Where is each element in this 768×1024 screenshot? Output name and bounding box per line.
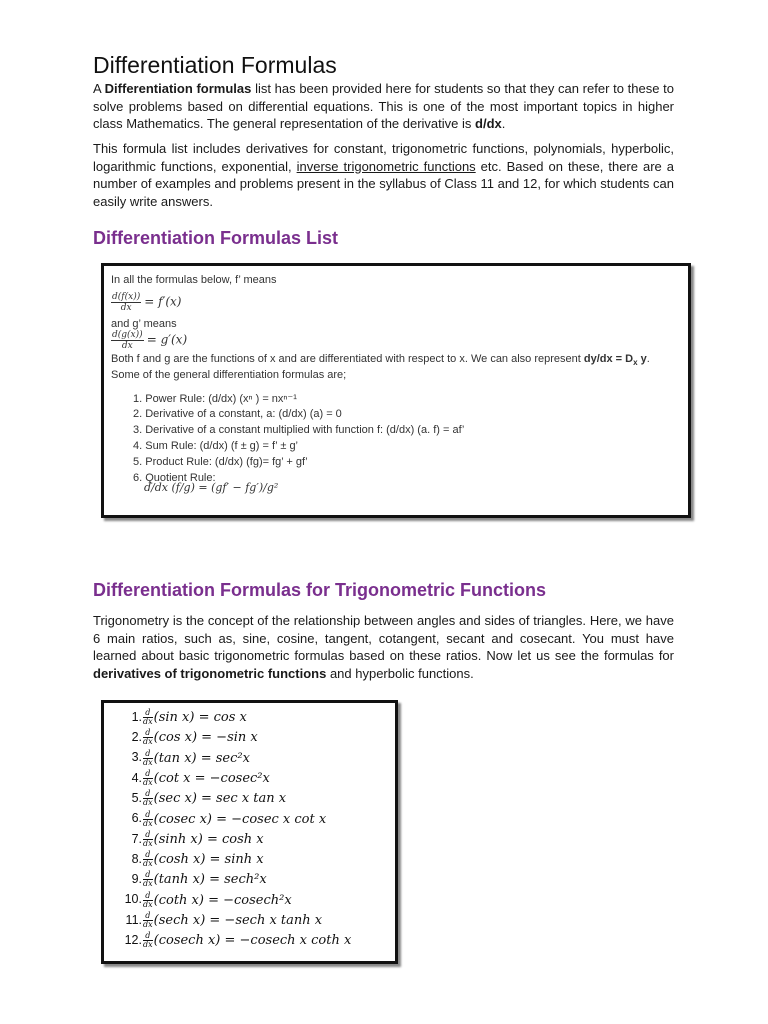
d-numerator: d (143, 912, 153, 921)
formula-expression: (cosech x) = −cosech x coth x (153, 933, 352, 949)
formula-number: 8. (131, 851, 142, 866)
text-run: Both f and g are the functions of x and are differentiated with respect to x. We can also represent (111, 353, 584, 365)
formula-number: 2. (131, 730, 142, 745)
formula-number: 10. (124, 892, 142, 907)
box-intro: In all the formulas below, f’ means (111, 274, 277, 286)
d-denominator: dx (143, 737, 153, 747)
d-numerator: d (143, 871, 153, 880)
text-run: Trigonometry is the concept of the relationship between angles and sides of triangles. Here, we have 6 main ratios, such as, sine, cosine, tangent, cotangent, secant and cosecant. You must have learned about basic trigonometric formulas based on these ratios. Now let us see the formulas for (93, 613, 674, 663)
formula-number: 12. (124, 933, 142, 948)
rule-item: 6. Quotient Rule: (133, 472, 216, 484)
subscript: x (633, 358, 638, 368)
f-prime-definition (111, 292, 181, 313)
trig-formula-row (118, 750, 388, 770)
trig-formulas-image (101, 700, 398, 964)
d-denominator: dx (143, 940, 153, 950)
f-rhs: = f′(x) (144, 294, 182, 309)
formula-expression: (cosec x) = −cosec x cot x (153, 811, 327, 827)
d-numerator: d (143, 709, 153, 718)
d-numerator: d (143, 729, 153, 738)
inverse-trig-link[interactable]: inverse trigonometric functions (296, 158, 476, 174)
d-denominator: dx (143, 899, 153, 909)
f-denominator: dx (120, 303, 132, 313)
d-dx-fraction (143, 729, 153, 746)
rule-item: 3. Derivative of a constant multiplied with function f: (d/dx) (a. f) = af’ (133, 424, 465, 436)
text-run: list has been provided here for students so that they can refer to these to solve problems based on differential equations. This is one of the most important topics in higher class Mathematics. The general representation of the derivative is (93, 81, 674, 131)
trig-formula-row (118, 851, 388, 871)
bold-term: d/dx (475, 116, 502, 131)
text-run: . (501, 116, 506, 131)
formula-number: 5. (131, 790, 142, 805)
rule-item: 1. Power Rule: (d/dx) (xⁿ ) = nxⁿ⁻¹ (133, 393, 297, 405)
formula-expression: (sin x) = cos x (153, 710, 247, 725)
trig-paragraph (93, 612, 674, 682)
d-denominator: dx (143, 717, 153, 726)
trig-formula-row (118, 871, 388, 891)
d-dx-fraction (143, 912, 153, 929)
formula-number: 9. (131, 872, 142, 887)
d-numerator: d (143, 932, 153, 941)
bold-term: y (637, 353, 647, 365)
g-rhs: = g′(x) (146, 332, 188, 347)
formula-expression: (cos x) = −sin x (153, 730, 258, 746)
intro-paragraph-2 (93, 140, 674, 210)
formula-expression: (sinh x) = cosh x (153, 831, 264, 847)
trig-formula-row (118, 892, 388, 912)
d-dx-fraction (143, 770, 153, 787)
intro-paragraph-1 (93, 80, 674, 133)
quotient-rule-formula (144, 481, 278, 494)
formula-number: 11. (125, 912, 142, 927)
d-denominator: dx (143, 777, 153, 787)
f-numerator: d(f(x)) (112, 292, 141, 302)
formula-number: 6. (131, 811, 142, 826)
page-title: Differentiation Formulas (93, 52, 337, 78)
d-dx-fraction (143, 892, 153, 909)
formula-number: 1. (131, 709, 142, 724)
trig-formula-row (118, 709, 388, 729)
section-heading-list: Differentiation Formulas List (93, 228, 339, 248)
trig-formula-row (118, 831, 388, 851)
d-numerator: d (143, 790, 153, 799)
text-run: This formula list includes derivatives for constant, trigonometric functions, polynomials, hyperbolic, logarithmic functions, exponential, (93, 141, 674, 174)
formula-expression: (tan x) = sec²x (153, 750, 250, 766)
d-dx-fraction (143, 709, 153, 726)
and-g-label: and g’ means (111, 318, 177, 330)
text-run: and hyperbolic functions. (326, 665, 474, 681)
d-denominator: dx (143, 879, 153, 889)
g-fraction (111, 330, 144, 351)
d-dx-fraction (143, 790, 153, 807)
formula-number: 3. (131, 750, 142, 765)
rule-item: 5. Product Rule: (d/dx) (fg)= fg’ + gf’ (133, 456, 308, 468)
formula-expression: (tanh x) = sech²x (153, 872, 267, 888)
formula-number: 4. (131, 770, 142, 785)
text-run: A (93, 81, 105, 96)
rule-item: 4. Sum Rule: (d/dx) (f ± g) = f’ ± g’ (133, 440, 298, 452)
g-prime-definition (111, 330, 187, 351)
d-numerator: d (143, 851, 153, 860)
d-numerator: d (143, 892, 153, 901)
section-heading-trig: Differentiation Formulas for Trigonometric Functions (93, 580, 547, 600)
text-run: etc. Based on these, there are a number of examples and problems present in the syllabus of Class 11 and 12, for which students can easily write answers. (93, 158, 674, 209)
formula-number: 7. (131, 831, 142, 846)
d-numerator: d (143, 811, 153, 820)
d-denominator: dx (143, 818, 153, 828)
bold-term: Differentiation formulas (104, 81, 252, 96)
g-denominator: dx (121, 341, 133, 351)
d-denominator: dx (143, 838, 153, 848)
f-fraction (111, 292, 141, 313)
g-numerator: d(g(x)) (112, 330, 143, 340)
d-denominator: dx (143, 798, 153, 808)
bold-term: dy/dx = D (583, 353, 634, 365)
d-dx-fraction (143, 831, 153, 848)
rule-item: 2. Derivative of a constant, a: (d/dx) (a) = 0 (133, 408, 342, 420)
trig-formula-row (118, 790, 388, 810)
formula-list-image (101, 263, 691, 518)
formula-expression: (sec x) = sec x tan x (153, 791, 287, 807)
trig-formula-row (118, 770, 388, 790)
d-numerator: d (143, 770, 153, 779)
bold-term: derivatives of trigonometric functions (93, 665, 327, 681)
d-dx-fraction (143, 851, 153, 868)
d-dx-fraction (143, 932, 153, 949)
formula-expression: (sech x) = −sech x tanh x (153, 913, 323, 928)
d-denominator: dx (143, 757, 153, 767)
d-denominator: dx (143, 920, 153, 929)
d-dx-fraction (143, 811, 153, 828)
trig-formula-row (118, 912, 388, 932)
d-denominator: dx (143, 859, 153, 869)
d-dx-fraction (143, 871, 153, 888)
trig-formula-row (118, 811, 388, 831)
formula-expression: (cot x = −cosec²x (153, 770, 270, 786)
quotient-expression: d/dx (f/g) = (gf′ − fg′)/g² (144, 481, 279, 494)
formula-expression: (cosh x) = sinh x (153, 852, 264, 868)
d-numerator: d (143, 750, 153, 759)
text-run: . (646, 353, 650, 365)
trig-formula-row (118, 729, 388, 749)
d-dx-fraction (143, 750, 153, 767)
d-numerator: d (143, 831, 153, 840)
general-formulas-label: Some of the general differentiation formulas are; (111, 369, 347, 381)
trig-formula-row (118, 932, 388, 952)
formula-expression: (coth x) = −cosech²x (153, 892, 292, 908)
both-functions-note (111, 353, 650, 367)
